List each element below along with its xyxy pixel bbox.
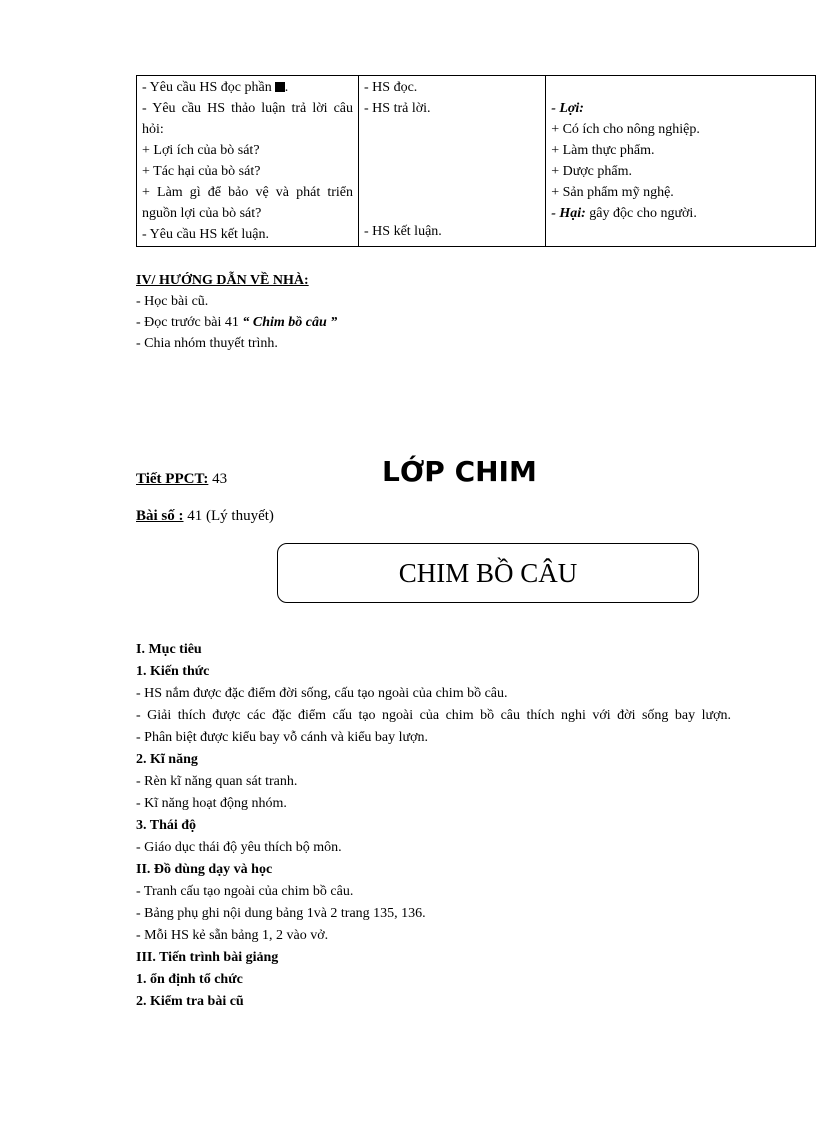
lesson-period: Tiết PPCT: 43 (136, 471, 228, 487)
list-item: + Tác hại của bò sát? (142, 164, 261, 179)
chapter-title: LỚP CHIM (382, 455, 537, 488)
list-item: - Rèn kĩ năng quan sát tranh. (136, 774, 298, 789)
list-item: - HS kết luận. (364, 224, 442, 239)
benefit-label: - Lợi: (551, 101, 584, 116)
list-item: - Bảng phụ ghi nội dung bảng 1và 2 trang 135, 136. (136, 906, 426, 921)
content-cell (546, 76, 816, 247)
list-item: + Lợi ích của bò sát? (142, 143, 260, 158)
list-item: - HS nắm được đặc điểm đời sống, cấu tạo ngoài của chim bồ câu. (136, 686, 508, 701)
subsection-heading: 2. Kiểm tra bài cũ (136, 994, 244, 1009)
activity-table (136, 75, 816, 247)
homework-title: IV/ HƯỚNG DẪN VỀ NHÀ: (136, 273, 309, 288)
lesson-number: Bài số : 41 (Lý thuyết) (136, 508, 274, 524)
list-item: - Hại: gây độc cho người. (551, 206, 697, 221)
subsection-heading: 1. Kiến thức (136, 664, 210, 679)
list-item: - Yêu cầu HS thảo luận trả lời câu hỏi: (142, 101, 354, 137)
square-bullet-icon (275, 82, 285, 92)
lesson-title-box (277, 543, 699, 603)
section-heading: III. Tiến trình bài giảng (136, 950, 279, 965)
list-item: - HS đọc. (364, 80, 418, 95)
list-item: + Sản phẩm mỹ nghệ. (551, 185, 674, 200)
list-item: - Giải thích được các đặc điểm cấu tạo ngoài của chim bồ câu thích nghi với đời sống bay lượn. (136, 708, 732, 723)
list-item: - Phân biệt được kiểu bay vỗ cánh và kiểu bay lượn. (136, 730, 429, 745)
list-item: + Dược phẩm. (551, 164, 633, 179)
lesson-body (136, 639, 758, 1013)
list-item: - HS trả lời. (364, 101, 431, 116)
harm-label: - Hại: (551, 206, 586, 221)
list-item: - Yêu cầu HS đọc phần . (142, 80, 289, 95)
list-item: - Đọc trước bài 41 “ Chim bồ câu ” (136, 315, 338, 330)
student-activity-cell (359, 76, 546, 247)
list-item: - Yêu cầu HS kết luận. (142, 227, 269, 242)
list-item: - Tranh cấu tạo ngoài của chim bồ câu. (136, 884, 354, 899)
section-heading: I. Mục tiêu (136, 642, 202, 657)
list-item: + Làm gì để bảo vệ và phát triển nguồn lợi của bò sát? (142, 185, 354, 221)
list-item: - Kĩ năng hoạt động nhóm. (136, 796, 287, 811)
list-item: + Có ích cho nông nghiệp. (551, 122, 700, 137)
list-item: - Mỗi HS kẻ sẵn bảng 1, 2 vào vở. (136, 928, 329, 943)
lesson-title: CHIM BỒ CÂU (398, 557, 578, 588)
homework-section (136, 270, 337, 354)
subsection-heading: 3. Thái độ (136, 818, 197, 833)
list-item: - Giáo dục thái độ yêu thích bộ môn. (136, 840, 342, 855)
list-item: - Học bài cũ. (136, 294, 209, 309)
list-item: + Làm thực phẩm. (551, 143, 655, 158)
table-row (137, 76, 816, 247)
section-heading: II. Đồ dùng dạy và học (136, 862, 273, 877)
list-item: - Chia nhóm thuyết trình. (136, 336, 278, 351)
subsection-heading: 1. ổn định tổ chức (136, 972, 243, 987)
subsection-heading: 2. Kĩ năng (136, 752, 198, 767)
teacher-activity-cell (137, 76, 359, 247)
